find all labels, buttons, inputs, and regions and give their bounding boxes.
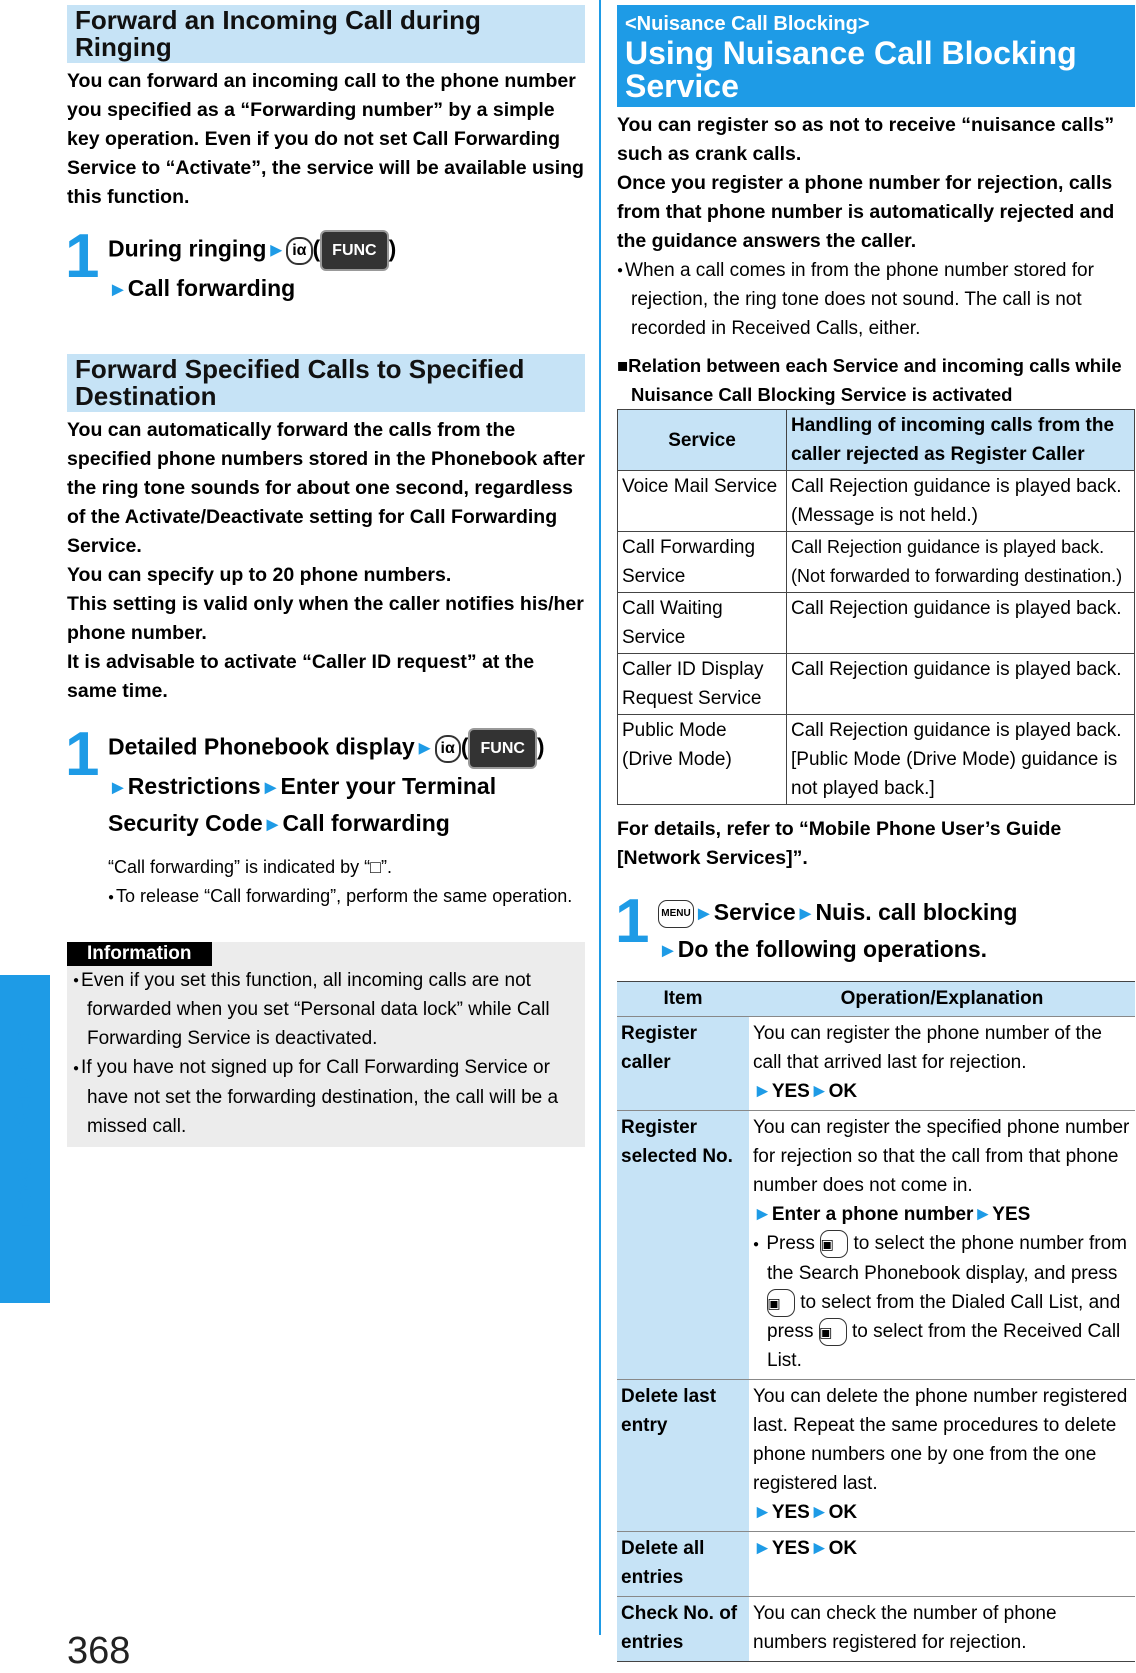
step-text: Nuis. call blocking [815, 899, 1018, 926]
arrow-icon: ► [266, 239, 287, 262]
item-cell: Delete last entry [617, 1379, 749, 1531]
table-row [617, 1596, 1135, 1661]
table-header-handling: Handling of incoming calls from the caller rejected as Register Caller [787, 410, 1135, 471]
right-key-icon: ▣ [819, 1318, 847, 1346]
op-yes: YES [992, 1204, 1031, 1226]
step-forward-ringing: 1 During ringing► iα ( FUNC ) ►Call forwarding [65, 222, 397, 301]
operation-cell [749, 1379, 1135, 1531]
information-tag: Information [67, 942, 212, 966]
paragraph: This setting is valid only when the caller notifies his/her phone number. [67, 593, 584, 644]
note-release: ● To release “Call forwarding”, perform the same operation. [108, 882, 585, 912]
handling-cell: Call Rejection guidance is played back. (Message is not held.) [787, 471, 1135, 532]
column-divider [599, 0, 601, 1635]
item-cell: Delete all entries [617, 1531, 749, 1596]
step-text: Do the following operations. [677, 936, 988, 963]
table-row [618, 471, 1135, 532]
side-tab [0, 0, 50, 1303]
handling-cell: Call Rejection guidance is played back. [787, 654, 1135, 715]
handling-cell: Call Rejection guidance is played back. (Not forwarded to forwarding destination.) [787, 532, 1135, 593]
arrow-icon: ► [809, 1537, 829, 1559]
service-cell: Call Waiting Service [618, 593, 787, 654]
paragraph: Once you register a phone number for rejection, calls from that phone number is automatically rejected and the guidance answers the caller. [617, 172, 1115, 252]
table-row [618, 654, 1135, 715]
note-indicator: “Call forwarding” is indicated by “□”. [108, 857, 392, 877]
table-row [618, 593, 1135, 654]
step-text: Call forwarding [127, 275, 296, 301]
section-title-forward-specified: Forward Specified Calls to Specified Destination [67, 354, 585, 412]
arrow-icon: ► [260, 777, 281, 799]
arrow-icon: ► [973, 1204, 993, 1226]
op-yes: YES [771, 1537, 810, 1559]
left-key-icon: ▣ [767, 1289, 795, 1317]
relation-table [617, 409, 1135, 805]
page-number: 368 [67, 1630, 131, 1672]
info-item: ● Even if you set this function, all incoming calls are not forwarded when you set “Personal data lock” while Call Forwarding Service is deactivated. [67, 966, 585, 1053]
left-column [67, 5, 585, 1147]
info-item: ● If you have not signed up for Call Forwarding Service or have not set the forwarding destination, the call will be a missed call. [67, 1053, 585, 1140]
arrow-icon: ► [658, 940, 678, 963]
op-yes: YES [771, 1501, 810, 1523]
nuisance-header-title: Using Nuisance Call Blocking Service [625, 35, 1077, 104]
select-text: to select from the Dialed Call List, and press [767, 1291, 1121, 1342]
operations-table [617, 981, 1135, 1661]
paragraph: You can register so as not to receive “nuisance calls” such as crank calls. [617, 114, 1115, 165]
right-column [617, 5, 1135, 1662]
arrow-icon: ► [262, 814, 283, 836]
arrow-icon: ► [108, 777, 128, 799]
nuisance-note: ● When a call comes in from the phone number stored for rejection, the ring tone does not sound. The call is not recorded in Received Calls, either. [617, 256, 1135, 343]
item-cell: Check No. of entries [617, 1596, 749, 1661]
op-yes: YES [771, 1081, 810, 1103]
service-cell: Public Mode (Drive Mode) [618, 715, 787, 805]
step-nuisance [615, 887, 1135, 969]
i-alpha-key-icon: iα [435, 735, 461, 763]
service-cell: Caller ID Display Request Service [618, 654, 787, 715]
item-cell: Register caller [617, 1017, 749, 1111]
details-reference: For details, refer to “Mobile Phone User’s Guide [Network Services]”. [617, 818, 1062, 870]
operation-cell: You can check the number of phone numbers registered for rejection. [749, 1596, 1135, 1661]
table-header-operation: Operation/Explanation [749, 982, 1135, 1017]
op-ok: OK [828, 1501, 858, 1523]
relation-title: ■Relation between each Service and incoming calls while Nuisance Call Blocking Service is activated [617, 355, 1122, 406]
operation-text: You can register the phone number of the call that arrived last for rejection. [753, 1023, 1102, 1074]
arrow-icon: ► [753, 1204, 772, 1226]
arrow-icon: ► [108, 279, 128, 301]
handling-cell: Call Rejection guidance is played back. [Public Mode (Drive Mode) guidance is not played back.] [787, 715, 1135, 805]
information-box [67, 942, 585, 1147]
table-row [618, 532, 1135, 593]
step-number: 1 [65, 720, 100, 789]
table-header-service: Service [618, 410, 787, 471]
step-text: Restrictions [127, 773, 261, 799]
paragraph: You can automatically forward the calls from the specified phone numbers stored in the Phonebook after the ring tone sounds for about one second, regardless of the Activate/Deactivate setting for Call Forwarding Service. [67, 419, 585, 557]
select-text: to select the phone number from the Search Phonebook display, and press [767, 1233, 1128, 1284]
step-text: Detailed Phonebook display [108, 733, 415, 760]
nuisance-body [617, 111, 1135, 256]
arrow-icon: ► [809, 1501, 829, 1523]
step-text: Service [713, 899, 796, 926]
op-ok: OK [828, 1081, 858, 1103]
arrow-icon: ► [753, 1081, 772, 1103]
paragraph: It is advisable to activate “Caller ID request” at the same time. [67, 651, 535, 702]
forward-ringing-body: You can forward an incoming call to the phone number you specified as a “Forwarding number” by a simple key operation. Even if you do not set Call Forwarding Service to “Activate”, the service will be available using this function. [67, 70, 584, 208]
service-cell: Call Forwarding Service [618, 532, 787, 593]
nuisance-header [617, 5, 1135, 107]
arrow-icon: ► [795, 903, 816, 926]
step-number: 1 [65, 222, 100, 291]
operation-cell [749, 1017, 1135, 1111]
arrow-icon: ► [753, 1501, 772, 1523]
arrow-icon: ► [753, 1537, 772, 1559]
forward-specified-body [67, 416, 585, 706]
step-text: Call forwarding [282, 810, 450, 836]
service-cell: Voice Mail Service [618, 471, 787, 532]
operation-cell [749, 1111, 1135, 1379]
op-ok: OK [828, 1537, 858, 1559]
table-row [617, 1379, 1135, 1531]
arrow-icon: ► [414, 737, 435, 760]
press-text: Press [766, 1233, 815, 1255]
operation-text: You can register the specified phone number for rejection so that the call from that phone number does not come in. [753, 1117, 1130, 1197]
operation-text: You can delete the phone number registered last. Repeat the same procedures to delete phone numbers one by one from the one registered last. [753, 1385, 1128, 1494]
step-forward-specified: 1 Detailed Phonebook display► iα ( FUNC ) ►Restrictions►Enter your Terminal Security Code►Call forwarding “Call forwarding” is indicated by “□”. ● To release “Call forwarding”, perform the same operation. [67, 728, 585, 912]
nuisance-header-category: <Nuisance Call Blocking> [625, 13, 870, 35]
up-key-icon: ▣ [820, 1230, 848, 1258]
func-key-icon: FUNC [468, 728, 536, 769]
side-tab-label: Network Services [10, 1029, 37, 1230]
table-row [617, 1017, 1135, 1111]
i-alpha-key-icon: iα [286, 237, 312, 265]
func-key-icon: FUNC [320, 230, 388, 271]
table-row [617, 1531, 1135, 1596]
arrow-icon: ► [809, 1081, 829, 1103]
section-title-forward-ringing: Forward an Incoming Call during Ringing [67, 5, 585, 63]
menu-key-icon: MENU [658, 900, 694, 928]
table-row [618, 715, 1135, 805]
op-enter: Enter a phone number [771, 1204, 974, 1226]
select-text: to select from the Received Call List. [767, 1320, 1121, 1371]
arrow-icon: ► [694, 903, 714, 926]
operation-cell [749, 1531, 1135, 1596]
step-text: During ringing [108, 235, 267, 262]
table-row [617, 1111, 1135, 1379]
table-header-item: Item [617, 982, 749, 1017]
item-cell: Register selected No. [617, 1111, 749, 1379]
step-number: 1 [615, 887, 650, 957]
operation-subnote [753, 1229, 1131, 1374]
handling-cell: Call Rejection guidance is played back. [787, 593, 1135, 654]
paragraph: You can specify up to 20 phone numbers. [67, 564, 452, 586]
step-text: Enter your Terminal Security Code [108, 773, 497, 836]
